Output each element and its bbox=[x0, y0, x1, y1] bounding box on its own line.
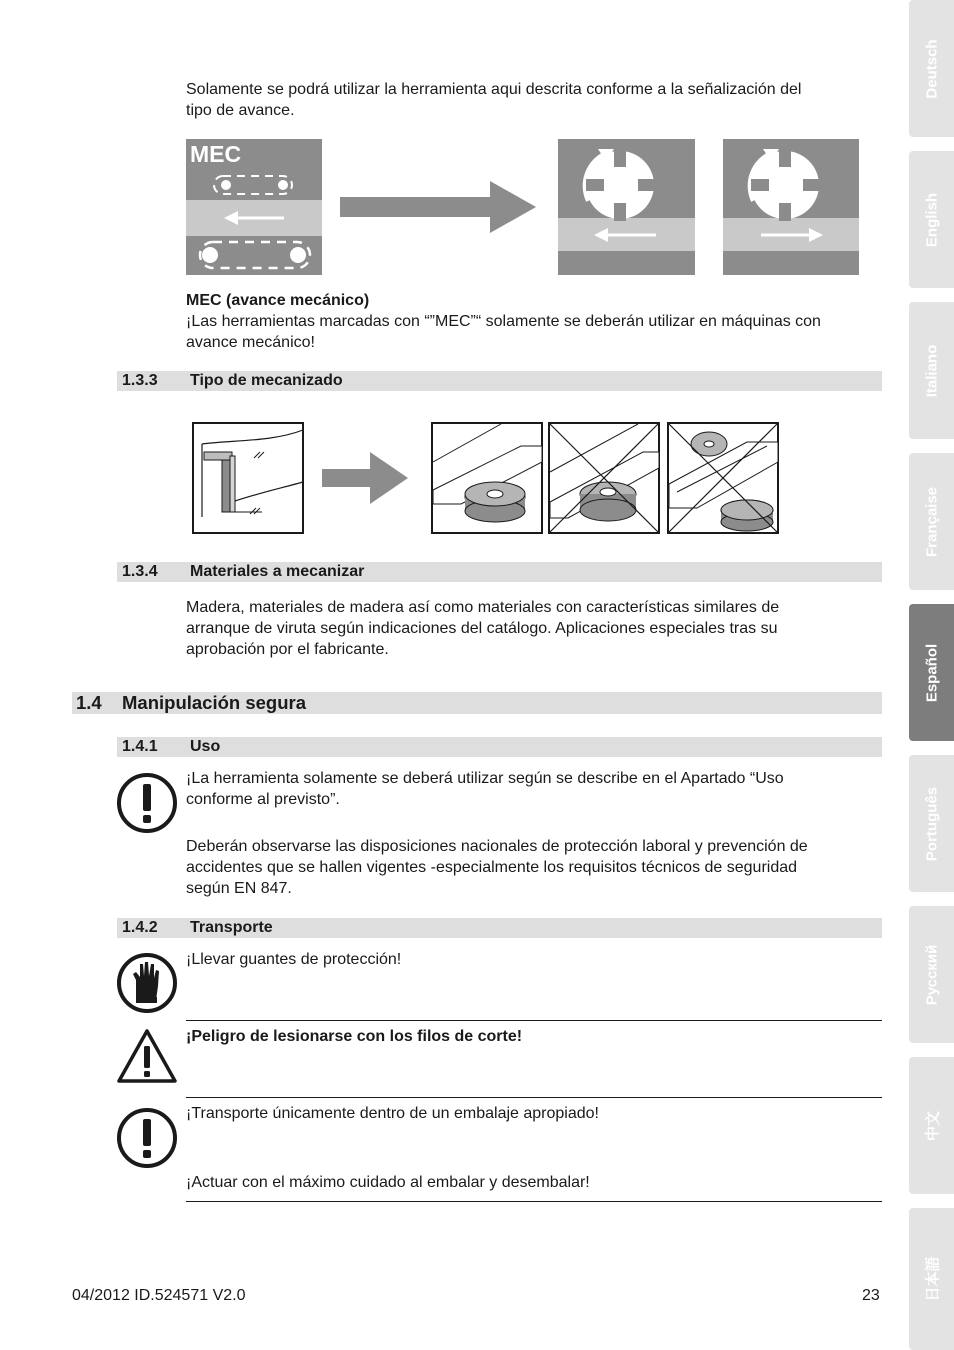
machining-type-figure bbox=[192, 422, 782, 536]
page-number: 23 bbox=[862, 1287, 880, 1304]
language-tab-deutsch[interactable]: Deutsch bbox=[909, 0, 954, 137]
cutter-climb-feed bbox=[723, 139, 859, 275]
language-tab-francaise[interactable]: Française bbox=[909, 453, 954, 590]
language-tab-chinese[interactable]: 中文 bbox=[909, 1057, 954, 1194]
packaging-text: ¡Transporte únicamente dentro de un embalaje apropiado! bbox=[186, 1105, 599, 1122]
mec-note-title: MEC (avance mecánico) bbox=[186, 292, 370, 309]
direction-arrow bbox=[322, 452, 408, 504]
direction-arrow bbox=[340, 181, 536, 233]
materials-text: Madera, materiales de madera así como materiales con características similares de arranque de viruta según indicaciones del catálogo. Aplicaciones especiales tras su aprobación por el fabricante. bbox=[186, 599, 780, 658]
divider bbox=[186, 1020, 882, 1021]
section-1-4-1-heading: 1.4.1 Uso bbox=[117, 737, 882, 757]
language-tab-portugues[interactable]: Português bbox=[909, 755, 954, 892]
mandatory-notice-icon bbox=[116, 1107, 178, 1169]
section-1-4-2-heading: 1.4.2 Transporte bbox=[117, 918, 882, 938]
section-1-3-3-heading: 1.3.3 Tipo de mecanizado bbox=[117, 371, 882, 391]
document-id: 04/2012 ID.524571 V2.0 bbox=[72, 1287, 246, 1304]
intro-text: Solamente se podrá utilizar la herramienta aqui descrita conforme a la señalización del tipo de avance. bbox=[186, 81, 802, 119]
forbidden-machining-panel-1 bbox=[549, 423, 659, 533]
mec-label: MEC bbox=[190, 141, 242, 167]
cutter-counter-feed bbox=[558, 139, 695, 275]
mec-feed-figure bbox=[186, 139, 866, 276]
divider bbox=[186, 1201, 882, 1202]
gloves-icon bbox=[116, 952, 178, 1014]
language-tab-russian[interactable]: Русский bbox=[909, 906, 954, 1043]
regulations-text: Deberán observarse las disposiciones nacionales de protección laboral y prevención de accidentes que se hallen vigentes -especialmente los requisitos técnicos de seguridad según EN 847. bbox=[186, 838, 808, 897]
warning-triangle-icon bbox=[116, 1028, 178, 1084]
section-1-3-4-heading: 1.3.4 Materiales a mecanizar bbox=[117, 562, 882, 582]
mandatory-notice-icon bbox=[116, 772, 178, 834]
danger-text: ¡Peligro de lesionarse con los filos de corte! bbox=[186, 1028, 523, 1045]
divider bbox=[186, 1097, 882, 1098]
language-tab-espanol[interactable]: Español bbox=[909, 604, 954, 741]
language-tab-english[interactable]: English bbox=[909, 151, 954, 288]
allowed-machining-panel bbox=[432, 423, 542, 533]
usage-text: ¡La herramienta solamente se deberá utilizar según se describe en el Apartado “Uso conforme al previsto”. bbox=[186, 770, 784, 808]
section-1-4-heading: 1.4 Manipulación segura bbox=[72, 692, 882, 714]
gloves-text: ¡Llevar guantes de protección! bbox=[186, 951, 402, 968]
packing-care-text: ¡Actuar con el máximo cuidado al embalar y desembalar! bbox=[186, 1174, 590, 1191]
language-tab-japanese[interactable]: 日本語 bbox=[909, 1208, 954, 1350]
language-tab-italiano[interactable]: Italiano bbox=[909, 302, 954, 439]
mec-symbol bbox=[186, 139, 322, 275]
mec-note: MEC (avance mecánico) ¡Las herramientas marcadas con “”MEC”“ solamente se deberán utilizar en máquinas con avance mecánico! bbox=[186, 292, 821, 351]
forbidden-machining-panel-2 bbox=[668, 423, 778, 533]
workpiece-profile-sketch bbox=[193, 423, 303, 533]
